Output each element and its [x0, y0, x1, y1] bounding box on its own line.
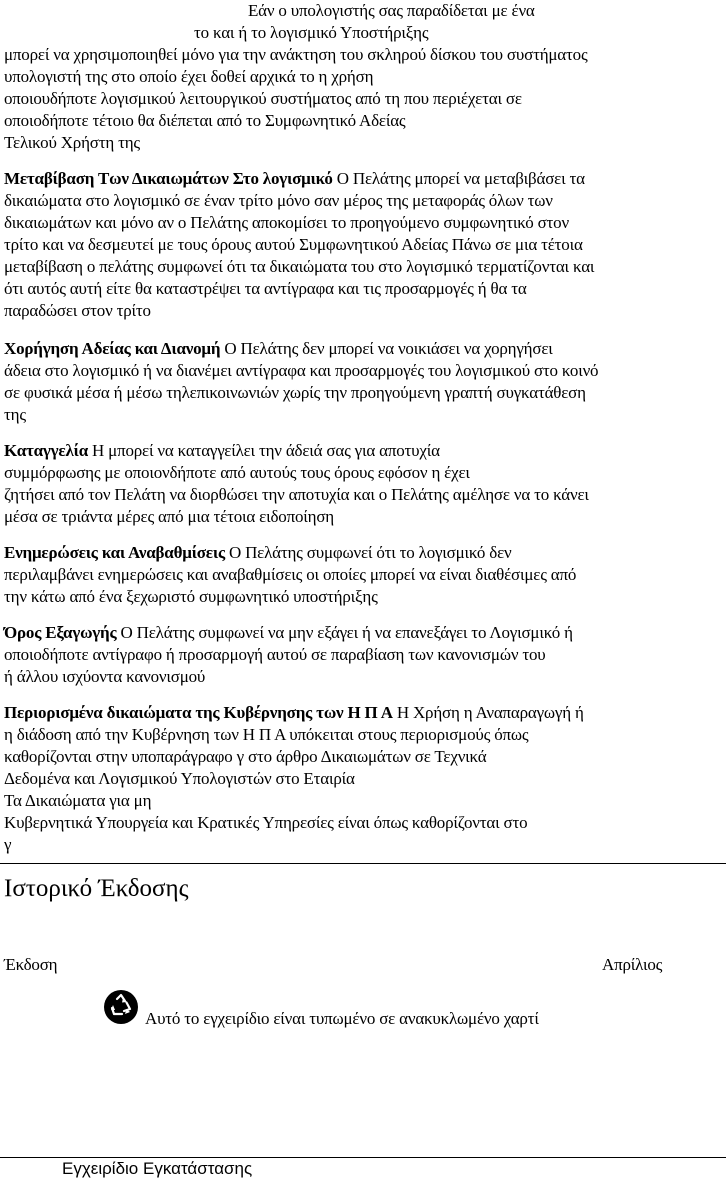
government-line-1: η διάδοση από την Κυβέρνηση των Η Π Α υπόκειται στους περιορισμούς όπως [4, 725, 529, 744]
government-line-4: Τα Δικαιώματα για μη [4, 791, 152, 810]
termination-heading: Καταγγελία [4, 441, 88, 460]
updates-line-2: την κάτω από ένα ξεχωριστό συμφωνητικό υποστήριξης [4, 587, 378, 606]
licensing-line-2: σε φυσικά μέσα ή μέσω τηλεπικοινωνιών χωρίς την προηγούμενη γραπτή συγκατάθεση [4, 383, 586, 402]
transfer-line-4: μεταβίβαση ο πελάτης συμφωνεί ότι τα δικαιώματα του στο λογισμικό τερματίζονται και [4, 257, 595, 276]
transfer-heading: Μεταβίβαση Των Δικαιωμάτων Στο λογισμικό [4, 169, 333, 188]
transfer-first-line [4, 168, 585, 190]
termination-first-line [4, 440, 440, 462]
intro-line-5: οποιουδήποτε λογισμικού λειτουργικού συστήματος από τη που περιέχεται σε [4, 89, 522, 108]
transfer-first-text: Ο Πελάτης μπορεί να μεταβιβάσει τα [332, 169, 585, 188]
export-line-1: οποιοδήποτε αντίγραφο ή προσαρμογή αυτού σε παραβίαση των κανονισμών του [4, 645, 546, 664]
export-first-line [4, 622, 573, 644]
licensing-heading: Χορήγηση Αδείας και Διανομή [4, 339, 221, 358]
recycled-paper-note: Αυτό το εγχειρίδιο είναι τυπωμένο σε ανακυκλωμένο χαρτί [145, 1009, 539, 1028]
intro-line-3: μπορεί να χρησιμοποιηθεί μόνο για την ανάκτηση του σκληρού δίσκου του συστήματος [4, 45, 588, 64]
government-line-2: καθορίζονται στην υποπαράγραφο γ στο άρθρο Δικαιωμάτων σε Τεχνικά [4, 747, 487, 766]
updates-line-1: περιλαμβάνει ενημερώσεις και αναβαθμίσεις οι οποίες μπορεί να είναι διαθέσιμες από [4, 565, 577, 584]
transfer-line-3: τρίτο και να δεσμευτεί με τους όρους αυτού Συμφωνητικού Αδείας Πάνω σε μια τέτοια [4, 235, 583, 254]
updates-first-line [4, 542, 512, 564]
termination-line-2: ζητήσει από τον Πελάτη να διορθώσει την αποτυχία και ο Πελάτης αμέλησε να το κάνει [4, 485, 589, 504]
licensing-line-1: άδεια στο λογισμικό ή να διανέμει αντίγραφα και προσαρμογές του λογισμικού στο κοινό [4, 361, 599, 380]
government-first-text: Η Χρήση η Αναπαραγωγή ή [392, 703, 584, 722]
transfer-line-1: δικαιώματα στο λογισμικό σε έναν τρίτο μόνο σαν μέρος της μεταφοράς όλων των [4, 191, 553, 210]
transfer-line-2: δικαιωμάτων και μόνο αν ο Πελάτης αποκομίσει το προηγούμενο συμφωνητικό στον [4, 213, 569, 232]
intro-line-7: Τελικού Χρήστη της [4, 133, 140, 152]
licensing-line-3: της [4, 405, 26, 424]
transfer-line-5: ότι αυτός αυτή είτε θα καταστρέψει τα αντίγραφα και τις προσαρμογές ή θα τα [4, 279, 527, 298]
intro-line-1: Εάν ο υπολογιστής σας παραδίδεται με ένα [248, 1, 535, 20]
export-line-2: ή άλλου ισχύοντα κανονισμού [4, 667, 206, 686]
section-divider [0, 863, 726, 864]
intro-line-2: το και ή το λογισμικό Υποστήριξης [194, 23, 429, 42]
updates-heading: Ενημερώσεις και Αναβαθμίσεις [4, 543, 225, 562]
edition-date: Απρίλιος [602, 955, 663, 974]
updates-first-text: Ο Πελάτης συμφωνεί ότι το λογισμικό δεν [224, 543, 512, 562]
termination-line-3: μέσα σε τριάντα μέρες από μια τέτοια ειδοποίηση [4, 507, 334, 526]
recycle-icon [103, 989, 139, 1025]
intro-line-6: οποιοδήποτε τέτοιο θα διέπεται από το Συμφωνητικό Αδείας [4, 111, 406, 130]
government-line-5: Κυβερνητικά Υπουργεία και Κρατικές Υπηρεσίες είναι όπως καθορίζονται στο [4, 813, 528, 832]
licensing-first-line [4, 338, 553, 360]
government-line-6: γ [4, 835, 12, 854]
transfer-line-6: παραδώσει στον τρίτο [4, 301, 151, 320]
edition-label: Έκδοση [4, 955, 58, 974]
termination-line-1: συμμόρφωσης με οποιονδήποτε από αυτούς τους όρους εφόσον η έχει [4, 463, 470, 482]
government-first-line [4, 702, 584, 724]
termination-first-text: Η μπορεί να καταγγείλει την άδειά σας για αποτυχία [88, 441, 440, 460]
export-heading: Όρος Εξαγωγής [4, 623, 117, 642]
government-heading: Περιορισμένα δικαιώματα της Κυβέρνησης των Η Π Α [4, 703, 393, 722]
government-line-3: Δεδομένα και Λογισμικού Υπολογιστών στο Εταιρία [4, 769, 355, 788]
footer-title: Εγχειρίδιο Εγκατάστασης [62, 1159, 253, 1178]
licensing-first-text: Ο Πελάτης δεν μπορεί να νοικιάσει να χορηγήσει [220, 339, 553, 358]
intro-line-4: υπολογιστή της στο οποίο έχει δοθεί αρχικά το η χρήση [4, 67, 374, 86]
history-title: Ιστορικό Έκδοσης [4, 875, 189, 902]
export-first-text: Ο Πελάτης συμφωνεί να μην εξάγει ή να επανεξάγει το Λογισμικό ή [116, 623, 573, 642]
